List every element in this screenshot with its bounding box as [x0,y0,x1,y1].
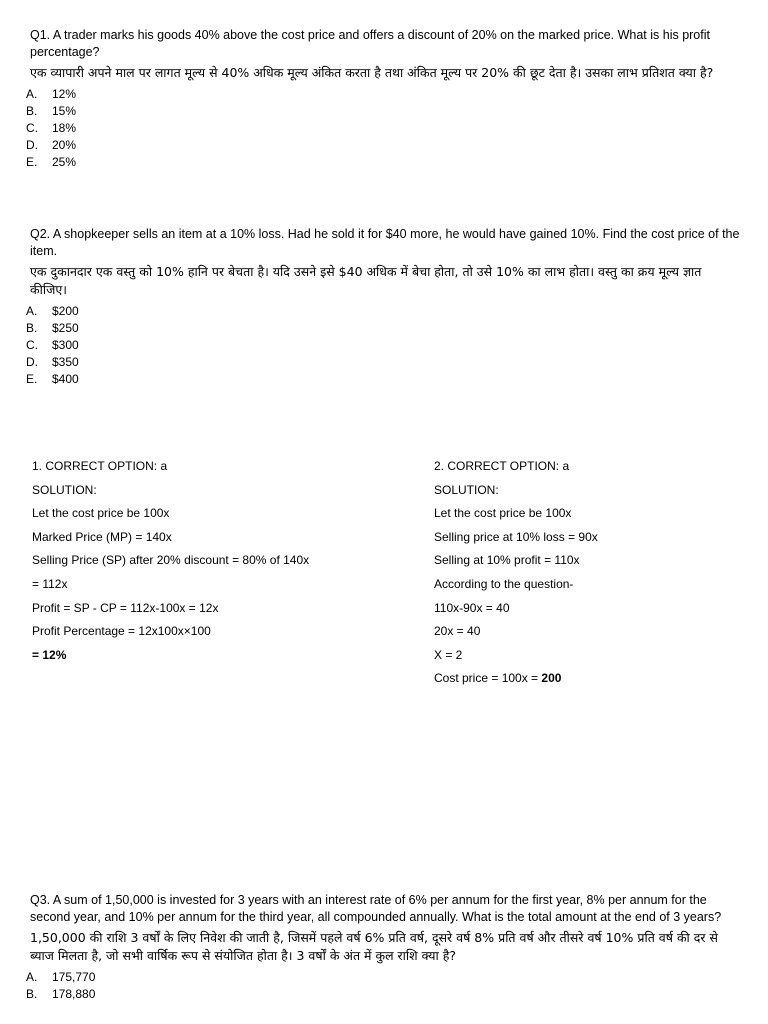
solution-line: Profit = SP - CP = 112x-100x = 12x [32,600,219,615]
option-letter: C. [26,338,38,352]
question-1-english: Q1. A trader marks his goods 40% above the cost price and offers a discount of 20% on the marked price. What is his profit percentage? [30,28,710,59]
option-letter: D. [26,138,38,152]
solution-line: Marked Price (MP) = 140x [32,529,172,544]
solution-line: Selling price at 10% loss = 90x [434,529,598,544]
option-text: 12% [52,87,77,101]
solution-line: 20x = 40 [434,624,481,639]
solution-line: Selling at 10% profit = 110x [434,553,580,568]
question-3-hindi: 1,50,000 की राशि 3 वर्षों के लिए निवेश की जाती है, जिसमें पहले वर्ष 6% प्रति वर्ष, दूसरे वर्ष 8% प्रति वर्ष और तीसरे वर्ष 10% प्रति वर्ष की दर से ब्याज मिलता है, जो सभी वार्षिक रूप से संयोजित होता है। 3 वर्षों के अंत में कुल राशि क्या है? [30,930,718,963]
option-text: $250 [52,321,79,335]
option-letter: D. [26,355,38,369]
solution-1-answer: = 12% [32,647,67,662]
option-item [26,137,740,154]
option-letter: A. [26,304,38,318]
answer-value: 200 [541,671,562,686]
option-text: $300 [52,338,79,352]
question-1-options [26,86,740,171]
option-text: 25% [52,155,77,169]
option-letter: A. [26,87,38,101]
option-item [26,320,740,337]
question-2-english: Q2. A shopkeeper sells an item at a 10% loss. Had he sold it for $40 more, he would have gained 10%. Find the cost price of the item. [30,227,740,258]
solution-line: According to the question- [434,576,574,591]
option-text: $350 [52,355,79,369]
option-item [26,986,740,1003]
solution-line: Let the cost price be 100x [434,506,572,521]
question-2-options [26,303,740,388]
answer-prefix: Cost price = 100x = [434,671,542,686]
option-item [26,103,740,120]
solution-line: X = 2 [434,647,463,662]
question-3-english: Q3. A sum of 1,50,000 is invested for 3 years with an interest rate of 6% per annum for the first year, 8% per annum for the second year, and 10% per annum for the third year, all compounded annually. What is the total amount at the end of 3 years? [30,893,722,924]
option-letter: E. [26,155,38,169]
option-letter: B. [26,104,38,118]
question-1 [26,27,740,171]
option-item [26,354,740,371]
option-item [26,86,740,103]
option-text: 175,770 [52,970,96,984]
question-3-options [26,969,740,1003]
option-text: 18% [52,121,77,135]
question-2 [26,226,740,388]
solution-line: Selling Price (SP) after 20% discount = 80% of 140x [32,553,310,568]
solution-2-answer [434,670,754,694]
solution-line: Profit Percentage = 12x100x×100 [32,624,211,639]
option-text: 20% [52,138,77,152]
option-item [26,154,740,171]
option-item [26,371,740,388]
option-letter: B. [26,987,38,1001]
option-item [26,337,740,354]
option-text: $200 [52,304,79,318]
solution-2-heading: SOLUTION: [434,482,499,497]
solution-2 [434,458,754,694]
question-1-hindi: एक व्यापारी अपने माल पर लागत मूल्य से 40% अधिक मूल्य अंकित करता है तथा अंकित मूल्य पर 20% की छूट देता है। उसका लाभ प्रतिशत क्या है? [30,65,714,80]
solution-1 [32,458,412,670]
option-text: 15% [52,104,77,118]
option-text: 178,880 [52,987,96,1001]
option-item [26,969,740,986]
option-letter: A. [26,970,38,984]
solution-line: Let the cost price be 100x [32,506,170,521]
option-letter: E. [26,372,38,386]
solution-line: 110x-90x = 40 [434,600,510,615]
option-letter: C. [26,121,38,135]
solution-line: = 112x [32,576,68,591]
question-2-hindi: एक दुकानदार एक वस्तु को 10% हानि पर बेचता है। यदि उसने इसे $40 अधिक में बेचा होता, तो उसे 10% का लाभ होता। वस्तु का क्रय मूल्य ज्ञात कीजिए। [30,264,702,297]
solution-2-correct-option: 2. CORRECT OPTION: a [434,459,570,473]
option-letter: B. [26,321,38,335]
option-item [26,303,740,320]
option-item [26,120,740,137]
question-3 [26,892,740,1003]
solution-1-correct-option: 1. CORRECT OPTION: a [32,459,168,473]
option-text: $400 [52,372,79,386]
solution-1-heading: SOLUTION: [32,482,97,497]
